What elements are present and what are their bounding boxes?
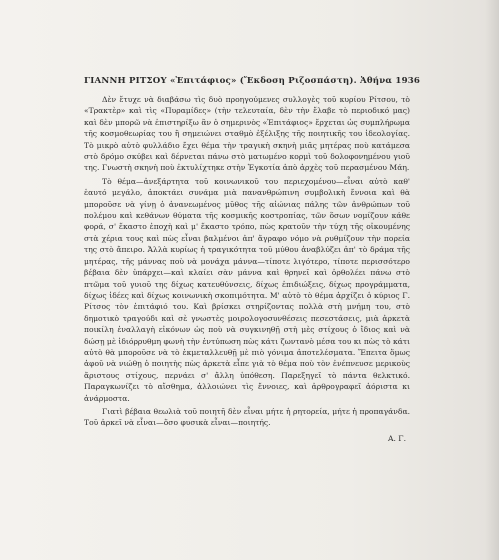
review-paragraph-1: Δὲν ἔτυχε νὰ διαβάσω τὶς δυὸ προηγούμενες συλλογὲς τοῦ κυρίου Ρίτσου, τὸ «Τρακτὲρ» καὶ τὶς «Πυραμίδες» (τὴν τελευταία, δὲν τὴν ἔλαβε τὸ περιοδικό μας) καὶ δὲν μπορῶ νὰ ἐπιστηρίξω ἂν ὁ σημερινὸς «Ἐπιτάφιος» ἔρχεται ὡς συμπλήρωμα τῆς κοσμοθεωρίας του ἢ σημειώνει σταθμὸ ἐξέλιξης τῆς ποιητικῆς του ἰδεολογίας. Τὸ μικρὸ αὐτὸ φυλλάδιο ἔχει θέμα τὴν τραγικὴ σκηνὴ μιᾶς μητέρας ποὺ κατάμεσα στὸ δρόμο σκύβει καὶ δέρνεται πάνω στὸ ματωμένο κορμὶ τοῦ δολοφονημένου γιοῦ της. Γνωστὴ σκηνὴ ποὺ ἐκτυλίχτηκε στὴν Ἐγκοτία ἀπὸ ἀρχὲς τοῦ περασμένου Μάη. xyxy=(84,95,410,173)
review-signature: Α. Γ. xyxy=(388,433,406,443)
review-paragraph-3: Γιατὶ βέβαια θεωλιὰ τοῦ ποιητῆ δὲν εἶναι μήτε ἡ ρητορεία, μήτε ἡ προπαγάνδα. Τοῦ ἀρκεῖ νὰ εἶναι—ὅσο φυσικὰ εἶναι—ποιητής. xyxy=(84,406,410,428)
review-heading: ΓΙΑΝΝΗ ΡΙΤΣΟΥ «Ἐπιτάφιος» (Ἔκδοση Ριζοσπάστη). Ἀθήνα 1936 xyxy=(84,76,421,86)
book-review xyxy=(84,75,421,444)
review-paragraph-2: Τὸ θέμα—ἀνεξάρτητα τοῦ κοινωνικοῦ του περιεχομένου—εἶναι αὐτὸ καθ' ἑαυτό μεγάλο, ἀποκτάει συνάμα μιὰ πανανθρώπινη συμβολικὴ ἔννοια καὶ θὰ μποροῦσε νὰ γίνῃ ὁ ἀνανεωμένος μῦθος τῆς αἰώνιας πάλης τῶν ἀνθρώπων τοῦ πολέμου καὶ κεθάνων θύματα τῆς κοσμικῆς κοστροπίας, τῶν ὅσων νομίζουν κάθε φορά, σ' ἕκαστο ἐποχὴ καὶ μ' ἕκαστο τρόπο, πὼς κρατοῦν τὴν τύχη τῆς οἰκουμένης στὰ χέρια τους καὶ πὼς εἶναι βαλμένοι ἀπ' ἄγραφο νόμο νὰ ρυθμίζουν τὴν πορεία της στὸ ἄπειρο. Ἀλλὰ κυρίως ἡ τραγικότητα τοῦ μύθου ἀναβλύζει ἀπ' τὸ δράμα τῆς μητέρας, τῆς μάννας ποὺ νὰ μονάχα μάννα—τίποτε λιγότερο, τίποτε περισσότερο βέβαια δὲν ὑπάρχει—καὶ κλαίει σὰν μάννα καὶ θρηνεῖ καὶ ὀρθολέει πάνω στὸ πτῶμα τοῦ γυιοῦ της δίχως κατευθύνσεις, δίχως ἐπιδιώξεις, δίχως προγράμματα, δίχως ἰδέες καὶ δίχως κοινωνικὴ σκοπιμότητα. Μ' αὐτὸ τὸ θέμα ἀρχίζει ὁ κύριος Γ. Ρίτσος τὸν ἐπιτάφιό του. Καὶ βρίσκει στηρίζοντας πολλὰ στὴ μνήμη του, στὸ δημοτικὸ τραγούδι καὶ σὲ γνωστὲς μοιρολογοσυνθέσεις πεσεστάσεις, μιὰ ἀρκετὰ ποικίλη ἐναλλαγὴ εἰκόνων ὡς ποὺ νὰ συγκινηθῇ στὴ μὲς στίχους ὁ ἴδιος καὶ νὰ δώσῃ μὲ ἰδιόρρυθμη φωνὴ τὴν ἐντύπωση πὼς κάτι ζωντανὸ μέσα του κι πὼς τὸ κάτι αὐτὸ θὰ μποροῦσε νὰ τὸ ἐκμεταλλευθῇ μὲ πιὸ γόνιμα ἀποτελέσματα. Ἔπειτα ὅμως ἀφοῦ νὰ νιώθῃ ὁ ποιητὴς πὼς ἀρκετὰ εἶπε γιὰ τὸ θέμα ποὺ τὸν ἐνέπνευσε μερικοὺς ἄριστους στίχους, περνάει σ' ἄλλη ὑπόθεση. Παρεξηγεῖ τὸ πάντα θελκτικό. Παραγκωνίζει τὸ αἴσθημα, ἀλλοιώνει τὶς ἔννοιες, καὶ ἀρθρογραφεῖ ἀόριστα κι ἀνάρμοστα. xyxy=(84,176,410,403)
page-edge-shadow xyxy=(485,0,499,560)
